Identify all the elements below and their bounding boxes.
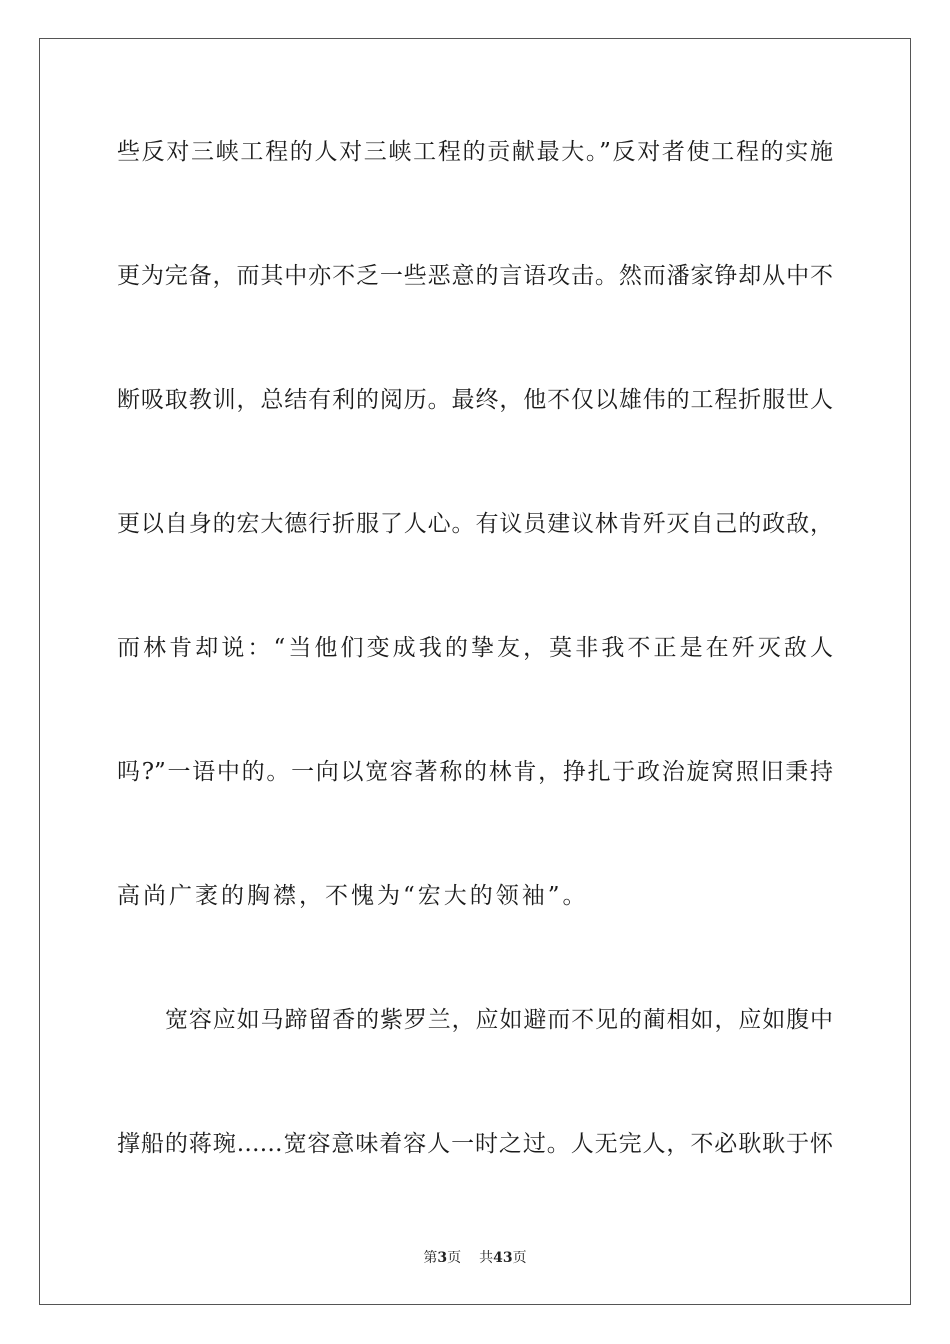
- body-text-line: 更为完备，而其中亦不乏一些恶意的言语攻击。然而潘家铮却从中不: [117, 263, 833, 289]
- page-prefix: 第: [423, 1250, 438, 1266]
- page-suffix: 页: [447, 1250, 462, 1266]
- body-text-line: 撑船的蒋琬……宽容意味着容人一时之过。人无完人，不必耿耿于怀: [117, 1131, 833, 1157]
- body-text-line: 些反对三峡工程的人对三峡工程的贡献最大。”反对者使工程的实施: [117, 139, 833, 165]
- total-suffix: 页: [512, 1250, 527, 1266]
- total-pages: 43: [493, 1250, 513, 1266]
- body-text-line: 断吸取教训，总结有利的阅历。最终，他不仅以雄伟的工程折服世人: [117, 387, 833, 413]
- body-text-line: 而林肯却说：“当他们变成我的挚友，莫非我不正是在歼灭敌人: [117, 635, 833, 661]
- body-text-line: 吗?”一语中的。一向以宽容著称的林肯，挣扎于政治旋窝照旧秉持: [117, 759, 833, 785]
- page-number: 3: [437, 1250, 448, 1266]
- body-text-line: 高尚广袤的胸襟，不愧为“宏大的领袖”。: [117, 883, 589, 909]
- page-footer: [0, 1249, 950, 1267]
- paragraph-first-line: 宽容应如马蹄留香的紫罗兰，应如避而不见的蔺相如，应如腹中: [165, 1007, 833, 1033]
- body-text-line: 更以自身的宏大德行折服了人心。有议员建议林肯歼灭自己的政敌，: [117, 511, 833, 537]
- page-border: [39, 38, 911, 1305]
- total-prefix: 共: [479, 1250, 494, 1266]
